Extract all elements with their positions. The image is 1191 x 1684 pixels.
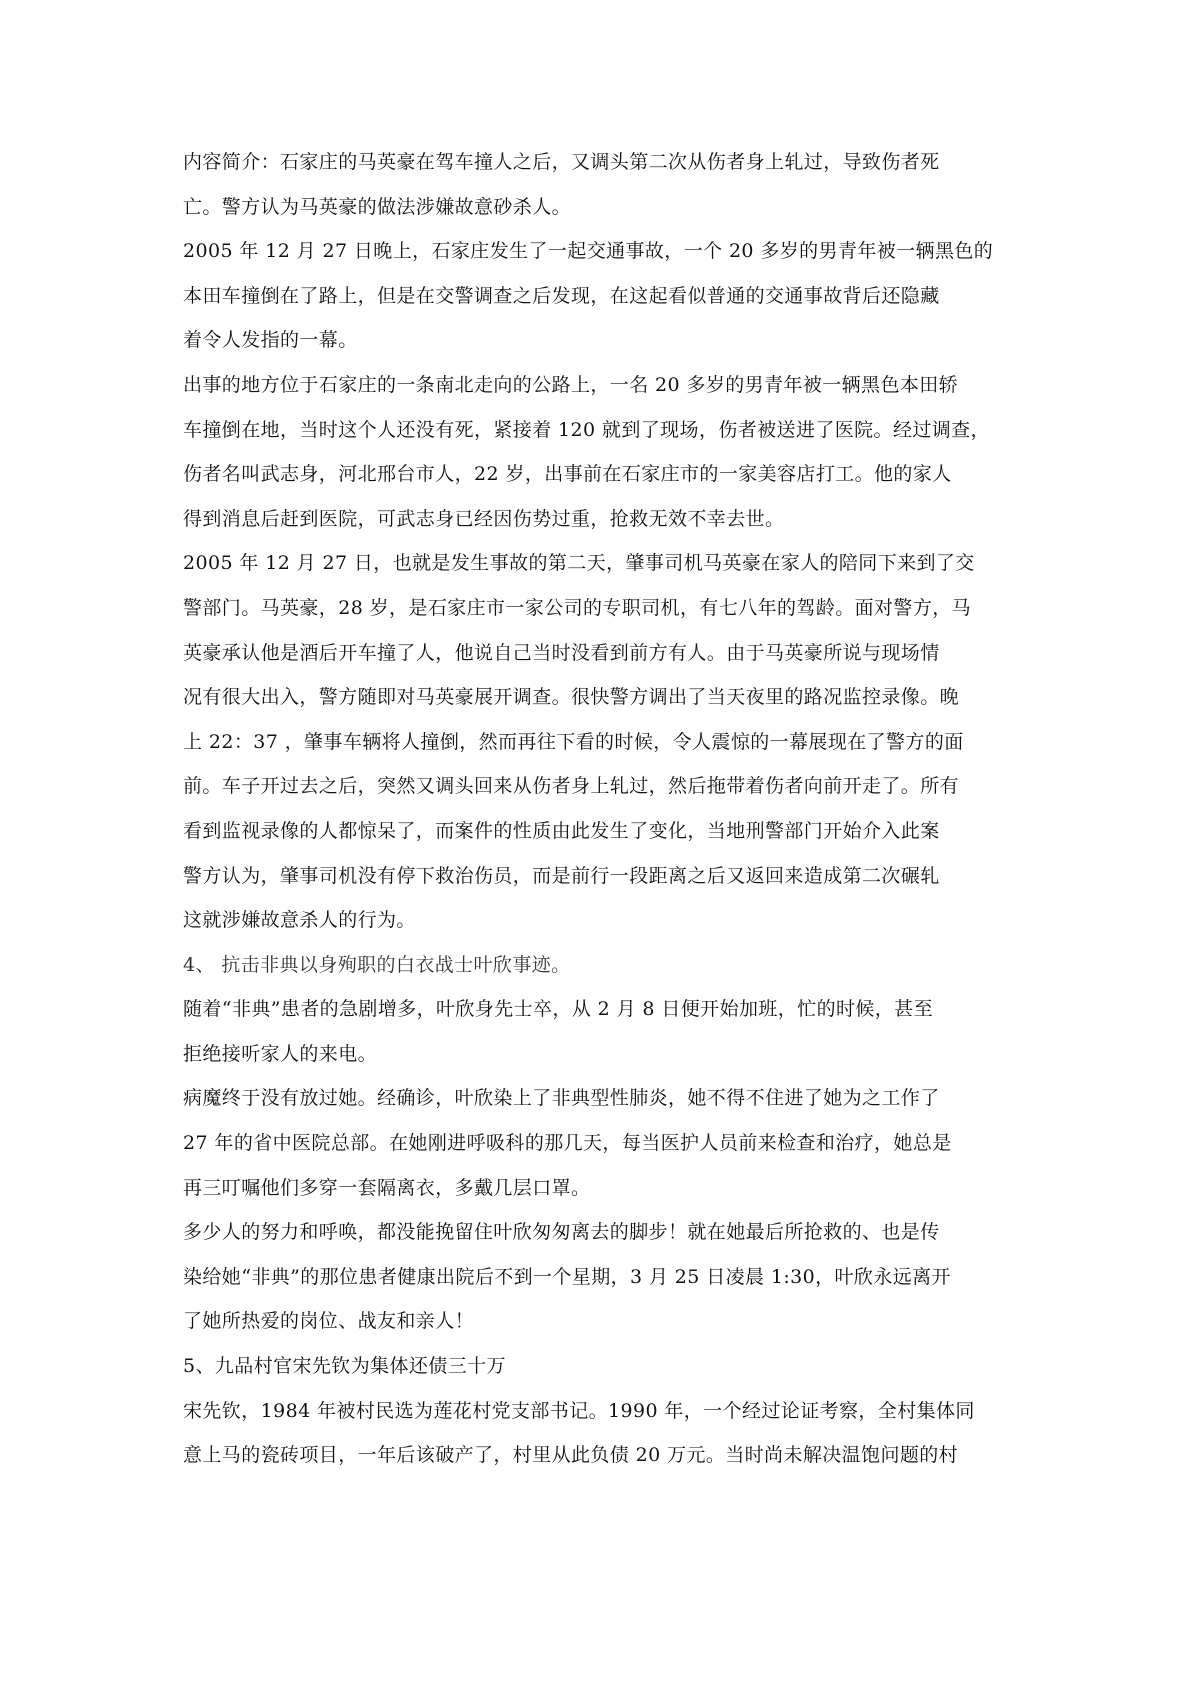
text-line: 2005 年 12 月 27 日，也就是发生事故的第二天，肇事司机马英豪在家人的陪同下来到了交 [183,552,975,575]
text-line: 2005 年 12 月 27 日晚上，石家庄发生了一起交通事故，一个 20 多岁的男青年被一辆黑色的 [183,240,994,263]
text-line: 着令人发指的一幕。 [183,329,358,352]
text-line: 亡。警方认为马英豪的做法涉嫌故意砂杀人。 [183,195,572,218]
text-line: 看到监视录像的人都惊呆了，而案件的性质由此发生了变化，当地刑警部门开始介入此案 [183,819,940,842]
text-line: 上 22：37 ，肇事车辆将人撞倒，然而再往下看的时候，令人震惊的一幕展现在了警方的面 [183,730,964,753]
text-line: 病魔终于没有放过她。经确诊，叶欣染上了非典型性肺炎，她不得不住进了她为之工作了 [183,1087,940,1110]
text-line: 伤者名叫武志身，河北邢台市人，22 岁，出事前在石家庄市的一家美容店打工。他的家人 [183,463,952,486]
text-line: 况有很大出入，警方随即对马英豪展开调查。很快警方调出了当天夜里的路况监控录像。晚 [183,686,960,709]
text-line: 27 年的省中医院总部。在她刚进呼吸科的那几天，每当医护人员前来检查和治疗，她总是 [183,1132,952,1155]
text-line: 本田车撞倒在了路上，但是在交警调查之后发现，在这起看似普通的交通事故背后还隐藏 [183,284,940,307]
text-line: 再三叮嘱他们多穿一套隔离衣，多戴几层口罩。 [183,1176,591,1199]
document-body [183,140,1017,1478]
text-line: 这就涉嫌故意杀人的行为。 [183,909,416,932]
text-line: 得到消息后赶到医院，可武志身已经因伤势过重，抢救无效不幸去世。 [183,507,785,530]
text-line: 内容简介：石家庄的马英豪在驾车撞人之后，又调头第二次从伤者身上轧过，导致伤者死 [183,151,940,173]
text-line: 警方认为，肇事司机没有停下救治伤员，而是前行一段距离之后又返回来造成第二次碾轧 [183,864,940,887]
text-line: 意上马的瓷砖项目，一年后该破产了，村里从此负债 20 万元。当时尚未解决温饱问题的村 [183,1444,959,1467]
text-line: 随着“非典”患者的急剧增多，叶欣身先士卒，从 2 月 8 日便开始加班，忙的时候，甚至 [183,998,933,1021]
text-line: 宋先钦，1984 年被村民选为莲花村党支部书记。1990 年，一个经过论证考察，全村集体同 [183,1399,975,1422]
text-line: 多少人的努力和呼唤，都没能挽留住叶欣匆匆离去的脚步！就在她最后所抢救的、也是传 [183,1221,940,1244]
text-line: 警部门。马英豪，28 岁，是石家庄市一家公司的专职司机，有七八年的驾龄。面对警方，马 [183,596,972,619]
text-line: 出事的地方位于石家庄的一条南北走向的公路上，一名 20 多岁的男青年被一辆黑色本田轿 [183,373,959,396]
section-heading-4: 4、 抗击非典以身殉职的白衣战士叶欣事迹。 [183,953,571,976]
text-line: 拒绝接听家人的来电。 [183,1042,378,1065]
text-line: 车撞倒在地，当时这个人还没有死，紧接着 120 就到了现场，伤者被送进了医院。经过调查， [183,418,990,441]
text-line: 了她所热爱的岗位、战友和亲人！ [183,1310,475,1333]
text-line: 染给她“非典”的那位患者健康出院后不到一个星期，3 月 25 日凌晨 1:30，叶欣永远离开 [183,1265,951,1288]
text-line: 英豪承认他是酒后开车撞了人，他说自己当时没看到前方有人。由于马英豪所说与现场情 [183,641,940,664]
section-heading-5: 5、九品村官宋先钦为集体还债三十万 [183,1355,506,1378]
text-line: 前。车子开过去之后，突然又调头回来从伤者身上轧过，然后拖带着伤者向前开走了。所有 [183,775,960,798]
